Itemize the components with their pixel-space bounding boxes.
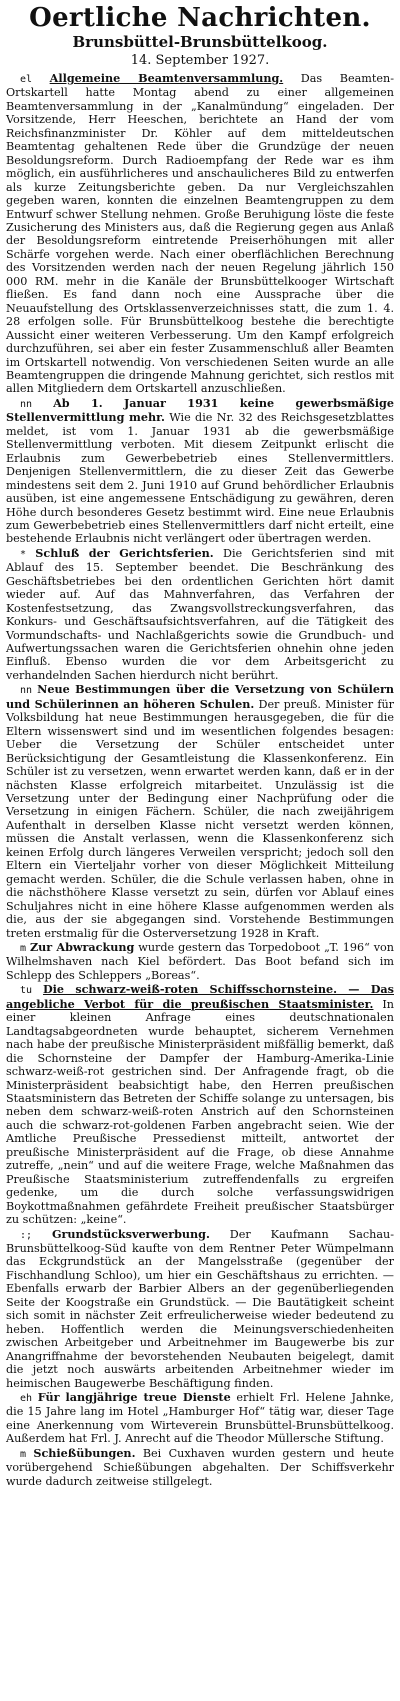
article-body: Der Kaufmann Sachau-Brunsbüttelkoog-Süd kaufte von dem Rentner Peter Wümpelmann das Eckgrundstück an der Mangelsstraße (gegenüber der Fischhandlung Schloo), um hier ein Geschäftshaus zu errichten. — Ebenfalls erwarb der Barbier Albers an der gegenüberliegenden Seite der Koogstraße ein Grundstück. — Die Bautätigkeit scheint sich somit in nächster Zeit erfreulicherweise wieder bedeutend zu heben. Hoffentlich werden die Meinungsverschiedenheiten zwischen Arbeitgeber und Arbeitnehmer im Baugewerbe bis zur Anangriffnahme der bevorstehenden Neubauten beigelegt, damit die jetzt noch auswärts arbeitenden Arbeitnehmer wieder im heimischen Baugewerbe Beschäftigung finden.: [6, 1227, 395, 1390]
article-marker: m: [20, 1448, 27, 1460]
article-headline: Die schwarz-weiß-roten Schiffsschornsteine. — Das angebliche Verbot für die preußischen Staatsminister.: [6, 982, 394, 1011]
article-marker: el: [20, 74, 33, 85]
article-headline: Allgemeine Beamtenversammlung.: [49, 71, 284, 85]
article-body: Der preuß. Minister für Volksbildung hat neue Bestimmungen herausgegeben, die für die Eltern wissenswert sind und im wesentlichen folgendes besagen: Ueber die Versetzung der Schüler entscheidet unter Berücksichtigung der Gesamtleistung die Klassenkonferenz. Ein Schüler ist zu versetzen, wenn erwartet werden kann, daß er in der nächsten Klasse erfolgreich mitarbeitet. Unzulässig ist die Versetzung unter der Bedingung einer Nachprüfung oder die Versetzung in einigen Fächern. Schüler, die nach zweijährigem Aufenthalt in derselben Klasse nicht versetzt werden können, müssen die Anstalt verlassen, wenn die Klassenkonferenz sich keinen Erfolg durch längeres Verweilen verspricht; jedoch soll den Eltern ein Vierteljahr vorher von dieser Möglichkeit Mitteilung gemacht werden. Schüler, die die Schule verlassen haben, ohne in die nächsthöhere Klasse versetzt zu sein, dürfen vor Ablauf eines Schuljahres nicht in eine höhere Klasse aufgenommen werden als die, aus der sie abgegangen sind. Vorstehende Bestimmungen treten erstmalig für die Osterversetzung 1928 in Kraft.: [6, 697, 395, 940]
article-marker: nn: [20, 685, 33, 697]
article-body: Die Gerichtsferien sind mit Ablauf des 15. September beendet. Die Beschränkung des Geschäftsbetriebes bei den ordentlichen Gerichten hört damit wieder auf. Auf das Mahnverfahren, das Verfahren der Kostenfestsetzung, das Zwangsvollstreckungsverfahren, das Konkurs- und Geschäftsaufsichtsverfahren, auf die Tätigkeit des Vormundschafts- und Nachlaßgerichts sowie die Grundbuch- und Aufwertungssachen waren die Gerichtsferien ohnehin ohne jeden Einfluß. Ebenso wurden die vor dem Arbeitsgericht zu verhandelnden Sachen hierdurch nicht berührt.: [6, 546, 394, 682]
article-marker: *: [20, 548, 27, 560]
issue-date: 14. September 1927.: [130, 53, 270, 68]
article-grundstuecksverwerbung: [6, 1228, 394, 1390]
article-headline: Grundstücksverwerbung.: [51, 1226, 210, 1241]
article-marker: nn: [20, 398, 33, 410]
article-body: Das Beamten-Ortskartell hatte Montag abend zu einer allgemeinen Beamtenversammlung in der „Kanalmündung“ eingeladen. Der Vorsitzende, Herr Heeschen, berichtete an Hand der vom Reichsfinanzminister Dr. Köhler auf dem mitteldeutschen Beamtentag gehaltenen Rede über die Grundzüge der neuen Besoldungsreform. Durch Radioempfang der Rede war es ihm möglich, ein ausführlicheres und anschaulicheres Bild zu entwerfen als kurze Zeitungsberichte geben. Da nur Vergleichszahlen gegeben waren, konnten die einzelnen Beamtengruppen zu dem Entwurf schwer Stellung nehmen. Große Beruhigung löste die feste Zusicherung des Ministers aus, daß die Regierung gegen aus Anlaß der Besoldungsreform eintretende Preiserhöhungen mit aller Schärfe vorgehen werde. Nach einer oberflächlichen Berechnung des Vorsitzenden werden nach der neuen Regelung jährlich 150 000 RM. mehr in die Kanäle der Brunsbüttelkooger Wirtschaft fließen. Es fand dann noch eine Aussprache über die Neuaufstellung des Ortsklassenverzeichnisses statt, die zum 1. 4. 28 erfolgen solle. Für Brunsbüttelkoog bestehe die berechtigte Aussicht einer weiteren Verbesserung. Um den Kampf erfolgreich durchzuführen, sei aber ein fester Zusammenschluß aller Beamten im Ortskartell notwendig. Von verschiedenen Seiten wurde an alle Beamtengruppen die dringende Mahnung gerichtet, sich restlos mit allen Mitgliedern dem Ortskartell anzuschließen.: [6, 72, 394, 396]
masthead: [6, 3, 394, 69]
article-headline: Schießübungen.: [33, 1445, 136, 1460]
article-headline: Für langjährige treue Dienste: [37, 1389, 231, 1404]
article-beamtenversammlung: [6, 72, 394, 396]
article-body: wurde gestern das Torpedoboot „T. 196“ von Wilhelmshaven nach Kiel befördert. Das Boot befand sich im Schlepp des Schleppers „Boreas“.: [6, 941, 395, 982]
article-body: Wie die Nr. 32 des Reichsgesetzblattes meldet, ist vom 1. Januar 1931 ab die gewerbsmäßige Stellenvermittlung verboten. Mit diesem Zeitpunkt erlischt die Erlaubnis zum Gewerbebetrieb eines Stellenvermittlers. Denjenigen Stellenvermittlern, die zu dieser Zeit das Gewerbe mindestens seit dem 2. Juni 1910 auf Grund behördlicher Erlaubnis ausüben, ist eine angemessene Entschädigung zu gewähren, deren Höhe durch besonderes Gesetz bestimmt wird. Eine neue Erlaubnis zum Gewerbebetrieb eines Stellenvermittlers darf nicht erteilt, eine bestehende Erlaubnis nicht verlängert oder übertragen werden.: [6, 411, 395, 546]
article-versetzung: [6, 683, 394, 940]
article-headline: Zur Abwrackung: [29, 940, 135, 954]
article-stellenvermittlung: [6, 397, 394, 546]
article-marker: tu: [20, 985, 33, 997]
article-marker: eh: [20, 1392, 33, 1404]
article-schiffsschornsteine: [6, 983, 394, 1226]
section-subtitle: Brunsbüttel-Brunsbüttelkoog.: [72, 33, 328, 51]
article-body: In einer kleinen Anfrage eines deutschnationalen Landtagsabgeordneten wurde behauptet, sicherem Vernehmen nach habe der preußische Ministerpräsident mißfällig bemerkt, daß die Schornsteine der Dampfer der Hamburg-Amerika-Linie schwarz-weiß-rot gestrichen sind. Der Anfragende fragt, ob die Ministerpräsident beabsichtigt habe, den Herren preußischen Staatsministern das Betreten der Schiffe solange zu untersagen, bis neben dem schwarz-weiß-roten Anstrich auf den Schornsteinen auch die schwarz-rot-goldenen Farben angebracht seien. Wie der Amtliche Preußische Pressedienst mitteilt, antwortet der preußische Ministerpräsident auf die Frage, ob diese Annahme zutreffe, „nein“ und auf die weitere Frage, welche Maßnahmen das Preußische Staatsministerium zutreffendenfalls zu ergreifen gedenke, um die durch solche verfassungswidrigen Boykottmaßnahmen gefährdete Freiheit preußischer Staatsbürger zu schützen: „keine“.: [6, 997, 394, 1227]
article-headline: Ab 1. Januar 1931 keine gewerbsmäßige Stellenvermittlung mehr.: [6, 395, 394, 425]
article-body: Bei Cuxhaven wurden gestern und heute vorübergehend Schießübungen abgehalten. Der Schiffsverkehr wurde dadurch zeitweise stillgelegt.: [6, 1446, 395, 1488]
article-treue-dienste: [6, 1391, 394, 1446]
article-abwrackung: [6, 941, 394, 982]
article-gerichtsferien: [6, 547, 394, 683]
article-marker: m: [20, 943, 27, 954]
article-headline: Schluß der Gerichtsferien.: [35, 545, 214, 560]
article-schiessuebungen: [6, 1447, 394, 1488]
article-marker: :;: [20, 1229, 33, 1241]
article-body: erhielt Frl. Helene Jahnke, die 15 Jahre lang im Hotel „Hamburger Hof“ tätig war, dieser Tage eine Anerkennung vom Wirteverein Brunsbüttel-Brunsbüttelkoog. Außerdem hat Frl. J. Anrecht auf die Theodor Müllersche Stiftung.: [6, 1390, 394, 1446]
section-title: Oertliche Nachrichten.: [29, 3, 371, 33]
article-headline: Neue Bestimmungen über die Versetzung von Schülern und Schülerinnen an höheren Schulen.: [6, 682, 394, 711]
